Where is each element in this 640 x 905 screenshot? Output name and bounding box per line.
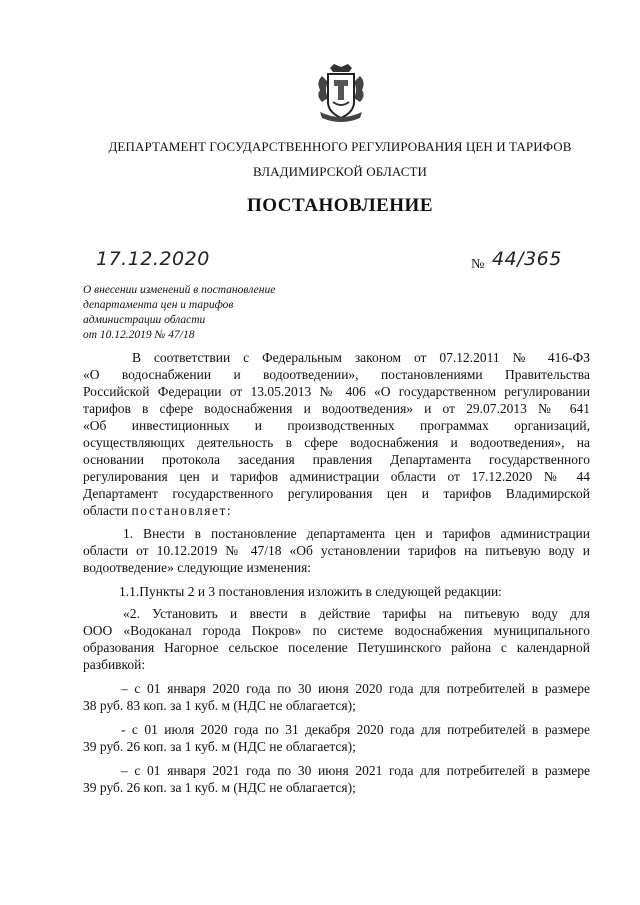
preamble-line: Департамент государственного регулирования цен и тарифов Владимирской xyxy=(83,486,590,501)
preamble-line: «Об инвестиционных и производственных программах организаций, xyxy=(83,418,590,433)
tariff-line: – с 01 января 2021 года по 30 июня 2021 года для потребителей в размере xyxy=(121,763,590,778)
tariff-line: - с 01 июля 2020 года по 31 декабря 2020 года для потребителей в размере xyxy=(121,722,590,737)
subject-line: департамента цен и тарифов xyxy=(83,299,234,311)
preamble-line: «О водоснабжении и водоотведении», постановлениями Правительства xyxy=(83,367,590,382)
item1-1-line: 1.1.Пункты 2 и 3 постановления изложить в следующей редакции: xyxy=(119,584,502,599)
decree-word: постановляет: xyxy=(131,503,233,518)
item1-line: водоотведение» следующие изменения: xyxy=(83,560,312,575)
department-name-line2: ВЛАДИМИРСКОЙ ОБЛАСТИ xyxy=(252,164,428,179)
preamble-line: осуществляющих деятельность в сфере водоснабжения и водоотведения», на xyxy=(83,435,590,450)
coat-of-arms-icon xyxy=(314,62,368,126)
number-label: № xyxy=(471,257,485,272)
item2-line: разбивкой: xyxy=(83,657,146,672)
item2-line: образования Нагорное сельское поселение Петушинского района с календарной xyxy=(83,640,590,655)
preamble-line: Российской Федерации от 13.05.2013 № 406 «О государственном регулировании xyxy=(83,384,590,399)
tariff-line: 39 руб. 26 коп. за 1 куб. м (НДС не облагается); xyxy=(83,780,356,795)
preamble-line: регулирования цен и тарифов администрации области от 17.12.2020 № 44 xyxy=(83,469,590,484)
document-title: ПОСТАНОВЛЕНИЕ xyxy=(246,195,434,216)
preamble-last-line xyxy=(83,503,232,519)
document-date: 17.12.2020 xyxy=(96,248,210,270)
subject-line: от 10.12.2019 № 47/18 xyxy=(83,329,195,341)
item2-line: ООО «Водоканал города Покров» по системе водоснабжения муниципального xyxy=(83,623,590,638)
item2-line: «2. Установить и ввести в действие тарифы на питьевую воду для xyxy=(123,606,590,621)
item1-line: области от 10.12.2019 № 47/18 «Об установлении тарифов на питьевую воду и xyxy=(83,543,590,558)
preamble-line: В соответствии с Федеральным законом от 07.12.2011 № 416-ФЗ xyxy=(132,350,590,365)
subject-line: администрации области xyxy=(83,314,206,326)
tariff-line: – с 01 января 2020 года по 30 июня 2020 года для потребителей в размере xyxy=(121,681,590,696)
preamble-line: тарифов в сфере водоснабжения и водоотведения» и от 29.07.2013 № 641 xyxy=(83,401,590,416)
document-subject xyxy=(83,283,313,343)
subject-line: О внесении изменений в постановление xyxy=(83,284,276,296)
item1-line: 1. Внести в постановление департамента цен и тарифов администрации xyxy=(123,526,590,541)
tariff-line: 38 руб. 83 коп. за 1 куб. м (НДС не облагается); xyxy=(83,698,356,713)
preamble-last-word: области xyxy=(83,503,129,518)
tariff-line: 39 руб. 26 коп. за 1 куб. м (НДС не облагается); xyxy=(83,739,356,754)
preamble-line: основании протокола заседания правления Департамента государственного xyxy=(83,452,590,467)
department-name-line1: ДЕПАРТАМЕНТ ГОСУДАРСТВЕННОГО РЕГУЛИРОВАНИЯ ЦЕН И ТАРИФОВ xyxy=(108,139,572,154)
document-number: 44/365 xyxy=(492,248,562,270)
